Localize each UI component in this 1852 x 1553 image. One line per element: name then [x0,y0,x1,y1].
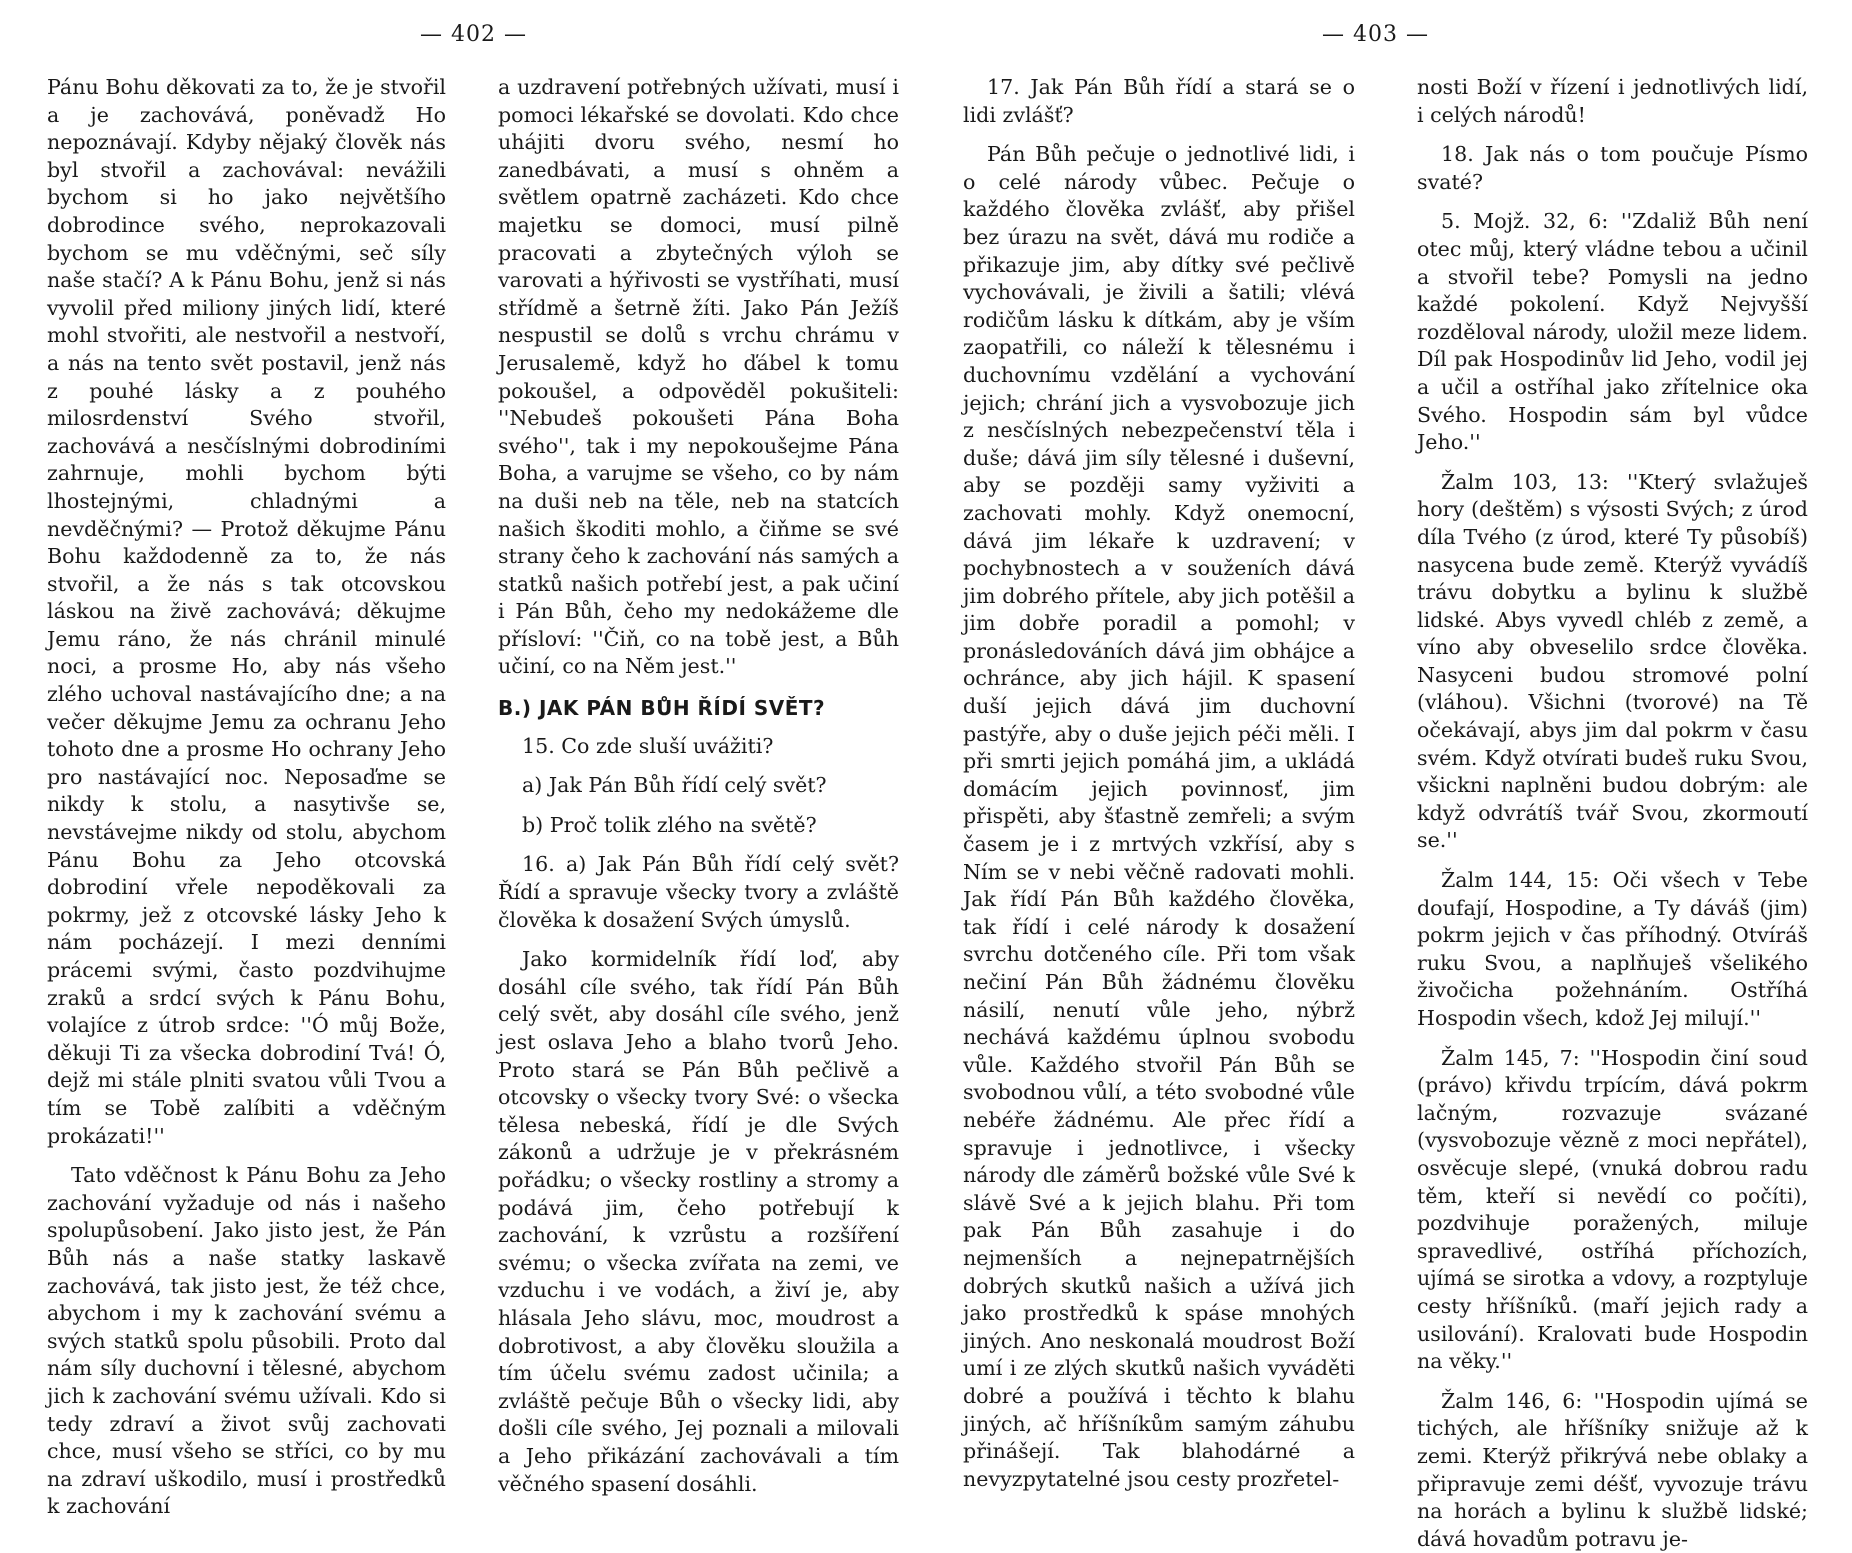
paragraph-helmsman: Jako kormidelník řídí loď, aby dosáhl cíle svého, tak řídí Pán Bůh celý svět, aby dosáhl cíle svého, jenž jest oslava Jeho a blaho tvorů Jeho. Proto stará se Pán Bůh pečlivě a otcovsky o všecky tvory Své: o všecka tělesa nebeská, řídí je dle Svých zákonů a udržuje je v překrásném pořádku; o všecky rostliny a stromy a podává jim, čeho potřebují k zachování, k vzrůstu a rozšíření svému; o všecka zvířata na zemi, ve vzduchu i ve vodách, a živí je, aby hlásala Jeho slávu, moc, moudrost a dobrotivost, a aby člověku sloužila a tím účelu svému zadost učinila; a zvláště pečuje Bůh o všecky lidi, aby došli cíle svého, Jej poznali a milovali a Jeho přikázání zachovávali a tím věčného spasení dosáhli. [498,947,899,1496]
right-page-column-2 [1417,74,1808,1553]
question-17: 17. Jak Pán Bůh řídí a stará se o lidi zvlášť? [963,75,1355,127]
page-number-right: — 403 — [1322,22,1429,47]
right-page [926,0,1852,1551]
right-page-column-1 [963,74,1355,1493]
question-15b: b) Proč tolik zlého na světě? [522,812,817,837]
question-16: 16. a) Jak Pán Bůh řídí celý svět? Řídí a spravuje všecky tvory a zvláště člověka k dosažení Svých úmyslů. [498,852,899,932]
verse-psalm-144: Žalm 144, 15: Oči všech v Tebe doufají, Hospodine, a Ty dáváš (jim) pokrm jejich v čas příhodný. Otvíráš ruku Svou, a naplňuješ všelikého živočicha požehnáním. Ostříhá Hospodin všech, kdož Jej milují.'' [1417,868,1808,1030]
left-page-column-2 [498,74,899,1498]
section-heading: B.) JAK PÁN BŮH ŘÍDÍ SVĚT? [498,696,826,721]
verse-psalm-145: Žalm 145, 7: ''Hospodin činí soud (právo) křivdu trpícím, dává pokrm lačným, rozvazuje svázané (vysvobozuje vězně z moci nepřátel), osvěcuje slepé, (vnuká dobrou radu těm, kteří si nevědí co počíti), pozdvihuje poražených, miluje spravedlivé, ostříhá příchozích, ujímá se sirotka a vdovy, a rozptyluje cesty hříšníků. (maří jejich rady a usilování). Kralovati bude Hospodin na věky.'' [1417,1045,1808,1374]
paragraph-providence: Pán Bůh pečuje o jednotlivé lidi, i o celé národy vůbec. Pečuje o každého člověka zvlášť, aby přišel bez úrazu na svět, dává mu rodiče a přikazuje jim, aby dítky své pečlivě vychovávali, je živili a šatili; vlévá rodičům lásku k dítkám, aby je vším zaopatřili, co náleží k tělesnému i duchovnímu vzdělání a vychování jejich; chrání jich a vysvobozuje jich z nesčíslných nebezpečenství těla i duše; dává jim síly tělesné i duševní, aby se později samy vyživiti a zachovati mohly. Když onemocní, dává jim lékaře k uzdravení; v pochybnostech a v souženích dává jim dobrého přítele, aby jich potěšil a jim dobře poradil a pomohl; v pronásledováních dává jim obhájce a ochránce, aby jich hájil. K spasení duší jejich dává jim duchovní pastýře, aby o duše jejich péči měli. I při smrti jejich pomáhá jim, a ukládá domácím jejich povinnosť, jim přispěti, aby šťastně zemřeli; a svým časem je i z mrtvých vzkřísí, aby s Ním se v nebi věčně radovati mohli. Jak řídí Pán Bůh každého člověka, tak řídí i celé národy k dosažení svrchu dotčeného cíle. Při tom však nečiní Pán Bůh žádnému člověku násilí, nenutí vůle jeho, nýbrž nechává každému úplnou svobodu vůle. Každého stvořil Pán Bůh se svobodnou vůlí, a této svobodné vůle nebéře žádnému. Ale přec řídí a spravuje i jednotlivce, i všecky národy dle záměrů božské vůle Své k slávě Své a k jejich blahu. Při tom pak Pán Bůh zasahuje i do nejmenších a nejnepatrnějších dobrých skutků našich a užívá jich jako prostředků k spáse mnohých jiných. Ano neskonalá moudrost Boží umí i ze zlých skutků našich vyváděti dobré a používá i těchto k blahu jiných, ač hříšníkům samým záhubu přinášejí. Tak blahodárné a nevyzpytatelné jsou cesty prozřetel- [963,142,1355,1491]
paragraph-cooperation: Tato vděčnost k Pánu Bohu za Jeho zachování vyžaduje od nás i našeho spolupůsobení. Jako jisto jest, že Pán Bůh nás a naše statky laskavě zachovává, tak jisto jest, že též chce, abychom i my k zachování svému a svých statků spolu působili. Proto dal nám síly duchovní i tělesné, abychom jich k zachování svému užívali. Kdo si tedy zdraví a život svůj zachovati chce, musí všeho se stříci, co by mu na zdraví uškodilo, musí i prostředků k zachování [47,1163,446,1519]
question-15: 15. Co zde sluší uvážiti? [522,733,774,758]
left-page [0,0,926,1519]
verse-psalm-103: Žalm 103, 13: ''Který svlažuješ hory (deštěm) s výsosti Svých; z úrod díla Tvého (z úrod, které Ty působíš) nasycena bude země. Kterýž vyvádíš trávu dobytku a bylinu k službě lidské. Abys vyvedl chléb z země, a víno aby obveselilo srdce člověka. Nasyceni budou stromové polní (vláhou). Všichni (tvorové) na Tě očekávají, abys jim dal pokrm v času svém. Když otvírati budeš ruku Svou, všickni naplněni budou dobrým: ale když odvrátíš tvář Svou, zkormoutí se.'' [1417,469,1808,853]
left-page-column-1 [47,74,446,1521]
question-15a: a) Jak Pán Bůh řídí celý svět? [522,773,827,798]
page-number-left: — 402 — [420,22,527,47]
question-18: 18. Jak nás o tom poučuje Písmo svaté? [1417,142,1808,194]
paragraph-continuation: nosti Boží v řízení i jednotlivých lidí, i celých národů! [1417,75,1808,127]
paragraph-gratitude: Pánu Bohu děkovati za to, že je stvořil a je zachovává, poněvadž Ho nepoznávají. Kdyby nějaký člověk nás byl stvořil a zachovával: nevážili bychom si ho jako největšího dobrodince svého, neprokazovali bychom se mu vděčnými, seč síly naše stačí? A k Pánu Bohu, jenž si nás vyvolil před miliony jiných lidí, které mohl stvořiti, ale nestvořil a nestvoří, a nás na tento svět postavil, jenž nás z pouhé lásky a z pouhého milosrdenství Svého stvořil, zachovává a nesčíslnými dobrodiními zahrnuje, mohli bychom býti lhostejnými, chladnými a nevděčnými? — Protož děkujme Pánu Bohu každodenně za to, že nás stvořil, a že nás s tak otcovskou láskou na živě zachovává; děkujme Jemu ráno, že nás chránil minulé noci, a prosme Ho, aby nás všeho zlého uchoval nastávajícího dne; a na večer děkujme Jemu za ochranu Jeho tohoto dne a prosme Ho ochrany Jeho pro nastávající noc. Neposaďme se nikdy k stolu, a nasytivše se, nevstávejme nikdy od stolu, abychom Pánu Bohu za Jeho otcovská dobrodiní vřele nepoděkovali za pokrmy, jež z otcovské lásky Jeho k nám pocházejí. I mezi denními prácemi svými, často pozdvihujme zraků a srdcí svých k Pánu Bohu, volajíce z útrob srdce: ''Ó můj Bože, děkuji Ti za všecka dobrodiní Tvá! Ó, dejž mi stále plniti svatou vůli Tvou a tím se Tobě zalíbiti a vděčným prokázati!'' [47,75,446,1148]
verse-psalm-146: Žalm 146, 6: ''Hospodin ujímá se tichých, ale hříšníky snižuje až k zemi. Kterýž přikrývá nebe oblaky a připravuje zemi déšť, vyvozuje trávu na horách a bylinu k službě lidské; dává hovadům potravu je- [1417,1388,1808,1551]
verse-deuteronomy: 5. Mojž. 32, 6: ''Zdaliž Bůh není otec můj, který vládne tebou a učinil a stvořil tebe? Pomysli na jedno každé pokolení. Když Nejvyšší rozděloval národy, uložil meze lidem. Díl pak Hospodinův lid Jeho, vodil jej a učil a ostříhal jako zřítelnice oka Svého. Hospodin sám byl vůdce Jeho.'' [1417,209,1808,455]
paragraph-preservation: a uzdravení potřebných užívati, musí i pomoci lékařské se dovolati. Kdo chce uhájiti dvoru svého, nesmí ho zanedbávati, a musí s ohněm a světlem opatrně zacházeti. Kdo chce majetku se domoci, musí pilně pracovati a zbytečných výloh se varovati a hýřivosti se vystříhati, musí střídmě a šetrně žíti. Jako Pán Ježíš nespustil se dolů s vrchu chrámu v Jerusalemě, když ho ďábel k tomu pokoušel, a odpověděl pokušiteli: ''Nebudeš pokoušeti Pána Boha svého'', tak i my nepokoušejme Pána Boha, a varujme se všeho, co by nám na duši neb na těle, neb na statcích našich škoditi mohlo, a čiňme se své strany čeho k zachování nás samých a statků našich potřebí jest, a pak učiní i Pán Bůh, čeho my nedokážeme dle přísloví: ''Čiň, co na tobě jest, a Bůh učiní, co na Něm jest.'' [498,75,899,679]
